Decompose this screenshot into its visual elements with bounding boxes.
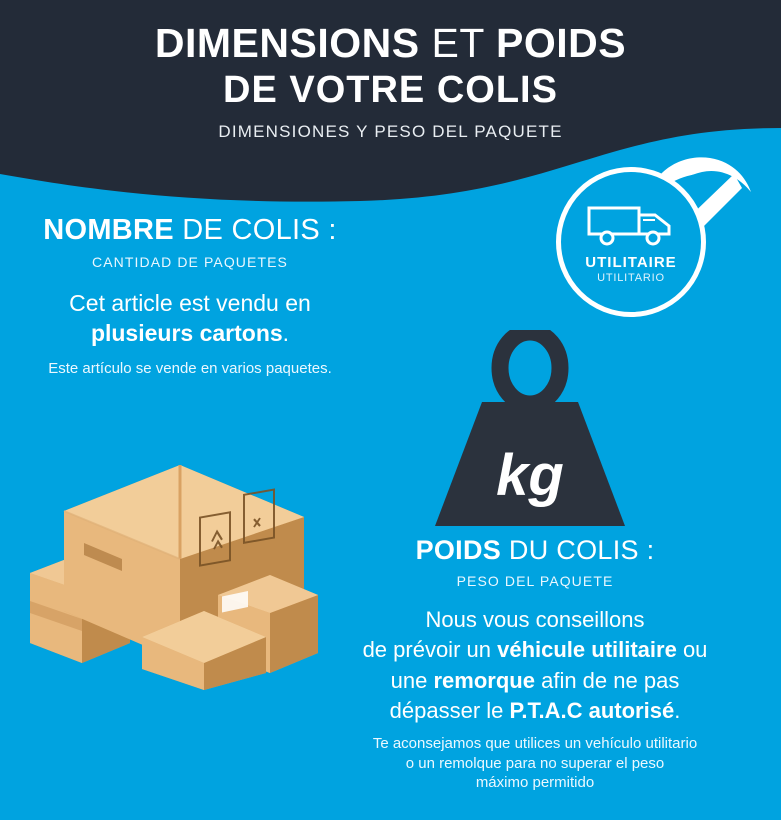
parcel-count-body-period: . <box>282 320 290 347</box>
weight-es-line-1: Te aconsejamos que utilices un vehículo utilitario <box>372 735 698 753</box>
title-subtitle-spanish: DIMENSIONES Y PESO DEL PAQUETE <box>218 121 563 141</box>
title-word-poids: POIDS <box>496 20 627 66</box>
weight-line-1: Nous vous conseillons <box>425 607 645 632</box>
badge-label-es: UTILITARIO <box>597 272 665 284</box>
weight-line-3-strong: remorque <box>433 667 535 693</box>
parcel-weight-title-rest: DU COLIS : <box>501 535 655 565</box>
parcel-weight-body-es <box>290 734 780 793</box>
delivery-van-icon <box>585 200 677 248</box>
parcel-count-section <box>0 214 380 379</box>
parcel-count-title-rest: DE COLIS : <box>173 214 337 246</box>
parcel-count-title-strong: NOMBRE <box>43 214 174 246</box>
title-word-et: ET <box>419 20 497 66</box>
weight-line-3b: afin de ne pas <box>534 667 680 693</box>
weight-line-4-strong: P.T.A.C autorisé <box>509 698 675 724</box>
weight-line-4a: dépasser le <box>389 698 510 724</box>
parcel-weight-body-fr <box>290 605 780 726</box>
parcel-weight-title-strong: POIDS <box>415 535 502 565</box>
weight-es-line-3: máximo permitido <box>475 774 595 792</box>
parcel-count-body-fr <box>0 288 380 349</box>
parcel-weight-title <box>290 535 780 566</box>
badge-label-fr: UTILITAIRE <box>585 254 677 271</box>
weight-line-4b: . <box>674 698 681 724</box>
parcel-weight-section <box>290 535 780 793</box>
header-title-block <box>0 0 781 142</box>
badge-circle <box>556 167 706 317</box>
title-line-1 <box>0 22 781 65</box>
weight-line-2a: de prévoir un <box>362 637 498 663</box>
parcel-weight-title-es: PESO DEL PAQUETE <box>456 573 614 589</box>
utilitaire-badge <box>546 152 751 317</box>
parcel-count-title-es: CANTIDAD DE PAQUETES <box>92 254 288 270</box>
parcel-count-body-es: Este artículo se vende en varios paquetes. <box>48 359 332 377</box>
weight-unit-label: kg <box>496 443 564 508</box>
weight-line-2b: ou <box>676 637 708 663</box>
weight-es-line-2: o un remolque para no superar el peso <box>405 754 665 772</box>
parcel-count-body-line1: Cet article est vendu en <box>69 290 311 316</box>
badge-content <box>561 172 701 312</box>
title-word-dimensions: DIMENSIONS <box>154 20 420 66</box>
title-line-2: DE VOTRE COLIS <box>223 69 558 112</box>
parcel-count-title <box>0 214 380 247</box>
weight-line-3a: une <box>390 667 434 693</box>
kg-weight-illustration <box>420 330 640 545</box>
weight-line-2-strong: véhicule utilitaire <box>497 637 677 663</box>
parcel-count-body-strong: plusieurs cartons <box>90 320 283 347</box>
